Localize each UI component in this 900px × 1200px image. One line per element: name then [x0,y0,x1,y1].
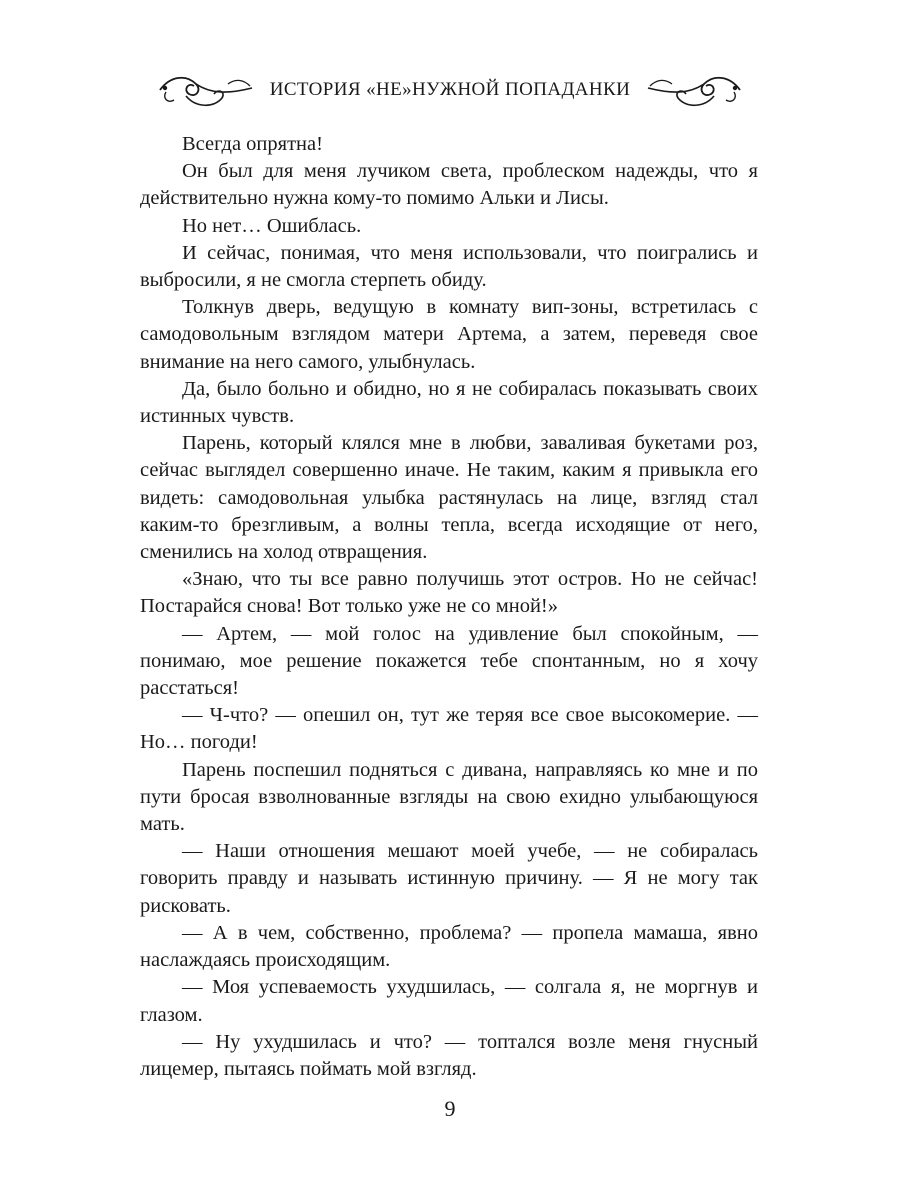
paragraph: — Наши отношения мешают моей учебе, — не собиралась говорить правду и называть истинную причину. — Я не могу так рисковать. [140,840,758,917]
paragraph: — Моя успеваемость ухудшилась, — солгала я, не моргнув и глазом. [140,976,758,1026]
paragraph: Но нет… Ошиблась. [182,214,362,237]
page-number: 9 [444,1096,456,1121]
paragraph: Всегда опрятна! [182,133,323,155]
paragraph: Он был для меня лучиком света, проблеском надежды, что я действительно нужна кому-то помимо Альки и Лисы. [140,160,758,210]
paragraph: — Артем, — мой голос на удивление был спокойным, — понимаю, мое решение покажется тебе спонтанным, но я хочу расстаться! [140,622,758,700]
flourish-ornament-right-icon [644,68,744,112]
paragraph: Толкнув дверь, ведущую в комнату вип-зоны, встретилась с самодовольным взглядом матери Артема, а затем, переведя свое внимание на него самого, улыбнулась. [140,296,758,373]
paragraph: «Знаю, что ты все равно получишь этот остров. Но не сейчас! Постарайся снова! Вот только уже не со мной!» [140,568,758,618]
body-text [140,131,758,1083]
running-header [140,66,760,114]
paragraph: Парень поспешил подняться с дивана, направляясь ко мне и по пути бросая взволнованные взгляды на свою ехидно улыбающуюся мать. [140,758,758,836]
paragraph: — Ч-что? — опешил он, тут же теряя все свое высокомерие. — Но… погоди! [140,704,758,754]
paragraph: Парень, который клялся мне в любви, заваливая букетами роз, сейчас выглядел совершенно иначе. Не таким, каким я привыкла его видеть: самодовольная улыбка растянулась на лице, взгляд стал каким-то брезгливым, а волны тепла, всегда исходящие от него, сменились на холод отвращения. [140,432,758,564]
paragraph: — А в чем, собственно, проблема? — пропела мамаша, явно наслаждаясь происходящим. [140,921,758,972]
paragraph: И сейчас, понимая, что меня использовали, что поигрались и выбросили, я не смогла стерпеть обиду. [140,241,758,292]
paragraph: — Ну ухудшилась и что? — топтался возле меня гнусный лицемер, пытаясь поймать мой взгляд. [140,1030,758,1080]
flourish-ornament-left-icon [156,68,256,112]
running-title: ИСТОРИЯ «НЕ»НУЖНОЙ ПОПАДАНКИ [269,79,631,100]
paragraph: Да, было больно и обидно, но я не собиралась показывать своих истинных чувств. [140,377,758,428]
